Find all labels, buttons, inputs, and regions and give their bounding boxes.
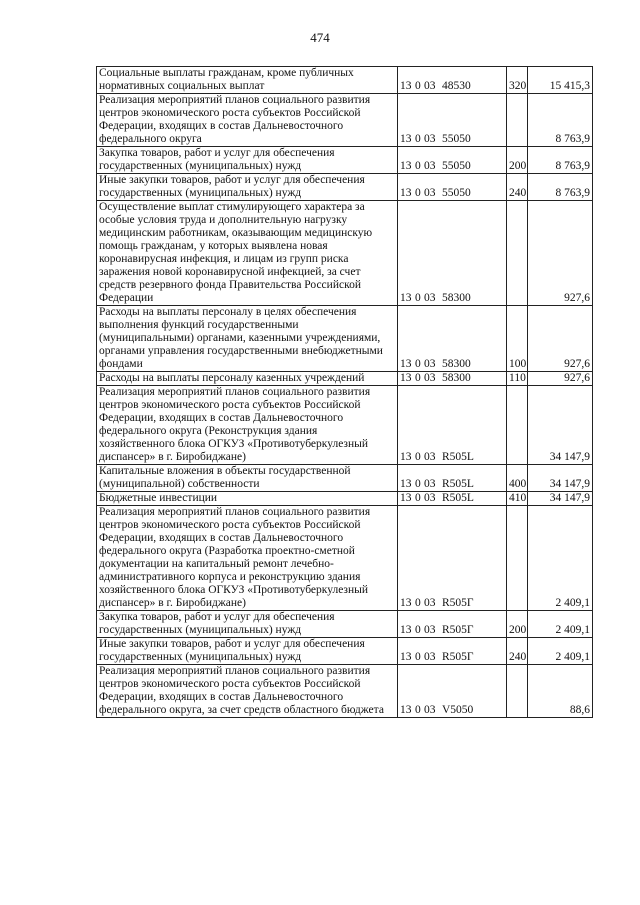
row-sum-cell: 15 415,3 <box>528 67 593 94</box>
code-part: 03 <box>424 80 436 92</box>
row-code-cell <box>398 306 507 372</box>
code-part: 0 <box>415 187 421 199</box>
code-part: 13 <box>400 492 412 504</box>
row-vr-cell: 400 <box>507 465 528 492</box>
code-part: 03 <box>424 187 436 199</box>
row-code-cell <box>398 174 507 201</box>
row-sum-cell: 8 763,9 <box>528 147 593 174</box>
row-sum-cell: 34 147,9 <box>528 465 593 492</box>
row-name-cell: Закупка товаров, работ и услуг для обеспечения государственных (муниципальных) нужд <box>97 611 398 638</box>
row-name-cell: Реализация мероприятий планов социального развития центров экономического роста субъектов Российской Федерации, входящих в состав Дальневосточного федерального округа <box>97 94 398 147</box>
code-part: R505Г <box>442 651 474 663</box>
table-row <box>97 611 593 638</box>
row-vr-cell <box>507 506 528 611</box>
code-part: 0 <box>415 624 421 636</box>
code-part: R505L <box>442 451 474 463</box>
row-code-cell <box>398 506 507 611</box>
budget-table <box>96 66 593 718</box>
code-part: 03 <box>424 451 436 463</box>
code-part: 0 <box>415 451 421 463</box>
code-part: 13 <box>400 704 412 716</box>
code-part: R505Г <box>442 597 474 609</box>
code-part: V5050 <box>442 704 474 716</box>
row-sum-cell: 2 409,1 <box>528 611 593 638</box>
row-vr-cell: 320 <box>507 67 528 94</box>
row-code-cell <box>398 147 507 174</box>
code-part: 03 <box>424 160 436 172</box>
code-part: 13 <box>400 451 412 463</box>
table-row <box>97 492 593 506</box>
code-part: R505Г <box>442 624 474 636</box>
row-sum-cell: 927,6 <box>528 306 593 372</box>
page-number: 474 <box>310 30 330 45</box>
row-sum-cell: 34 147,9 <box>528 386 593 465</box>
code-part: 03 <box>424 704 436 716</box>
code-part: 0 <box>415 704 421 716</box>
row-code-cell <box>398 638 507 665</box>
row-name-cell: Расходы на выплаты персоналу казенных учреждений <box>97 372 398 386</box>
table-row <box>97 174 593 201</box>
row-code-cell <box>398 201 507 306</box>
code-part: 0 <box>415 160 421 172</box>
row-vr-cell: 410 <box>507 492 528 506</box>
code-part: 13 <box>400 358 412 370</box>
row-code-cell <box>398 665 507 718</box>
code-part: 0 <box>415 80 421 92</box>
code-part: 48530 <box>442 80 471 92</box>
row-vr-cell: 110 <box>507 372 528 386</box>
row-name-cell: Бюджетные инвестиции <box>97 492 398 506</box>
code-part: 13 <box>400 478 412 490</box>
row-code-cell <box>398 67 507 94</box>
code-part: 0 <box>415 372 421 384</box>
row-name-cell: Иные закупки товаров, работ и услуг для обеспечения государственных (муниципальных) нужд <box>97 174 398 201</box>
row-vr-cell: 200 <box>507 611 528 638</box>
code-part: 58300 <box>442 358 471 370</box>
row-vr-cell: 200 <box>507 147 528 174</box>
row-vr-cell: 240 <box>507 638 528 665</box>
row-code-cell <box>398 465 507 492</box>
row-name-cell: Реализация мероприятий планов социального развития центров экономического роста субъектов Российской Федерации, входящих в состав Дальневосточного федерального округа, за счет средств областного бюджета <box>97 665 398 718</box>
code-part: 13 <box>400 372 412 384</box>
code-part: 0 <box>415 478 421 490</box>
code-part: 0 <box>415 597 421 609</box>
table-row <box>97 201 593 306</box>
code-part: 13 <box>400 160 412 172</box>
table-row <box>97 372 593 386</box>
row-name-cell: Иные закупки товаров, работ и услуг для обеспечения государственных (муниципальных) нужд <box>97 638 398 665</box>
row-sum-cell: 8 763,9 <box>528 174 593 201</box>
row-sum-cell: 927,6 <box>528 372 593 386</box>
row-sum-cell: 2 409,1 <box>528 638 593 665</box>
row-sum-cell: 927,6 <box>528 201 593 306</box>
table-row <box>97 506 593 611</box>
row-vr-cell <box>507 201 528 306</box>
row-sum-cell: 8 763,9 <box>528 94 593 147</box>
code-part: 03 <box>424 492 436 504</box>
code-part: 13 <box>400 624 412 636</box>
code-part: 13 <box>400 187 412 199</box>
code-part: 58300 <box>442 372 471 384</box>
code-part: 03 <box>424 597 436 609</box>
row-vr-cell <box>507 665 528 718</box>
row-sum-cell: 88,6 <box>528 665 593 718</box>
table-row <box>97 306 593 372</box>
code-part: 55050 <box>442 187 471 199</box>
code-part: 13 <box>400 651 412 663</box>
budget-table-body <box>97 67 593 718</box>
code-part: 55050 <box>442 160 471 172</box>
row-code-cell <box>398 386 507 465</box>
code-part: R505L <box>442 492 474 504</box>
row-name-cell: Реализация мероприятий планов социального развития центров экономического роста субъектов Российской Федерации, входящих в состав Дальневосточного федерального округа (Разработка проектно-сметной документации на капитальный ремонт лечебно-административного корпуса и реконструкцию здания хозяйственного блока ОГКУЗ «Противотуберкулезный диспансер» в г. Биробиджане) <box>97 506 398 611</box>
code-part: 03 <box>424 133 436 145</box>
code-part: 13 <box>400 133 412 145</box>
code-part: 03 <box>424 624 436 636</box>
row-name-cell: Расходы на выплаты персоналу в целях обеспечения выполнения функций государственными (муниципальными) органами, казенными учреждениями, органами управления государственными внебюджетными фондами <box>97 306 398 372</box>
code-part: 03 <box>424 478 436 490</box>
code-part: 58300 <box>442 292 471 304</box>
row-name-cell: Социальные выплаты гражданам, кроме публичных нормативных социальных выплат <box>97 67 398 94</box>
row-code-cell <box>398 611 507 638</box>
table-row <box>97 465 593 492</box>
table-row <box>97 147 593 174</box>
row-name-cell: Реализация мероприятий планов социального развития центров экономического роста субъектов Российской Федерации, входящих в состав Дальневосточного федерального округа (Реконструкция здания хозяйственного блока ОГКУЗ «Противотуберкулезный диспансер» в г. Биробиджане) <box>97 386 398 465</box>
row-vr-cell: 240 <box>507 174 528 201</box>
table-row <box>97 94 593 147</box>
row-code-cell <box>398 492 507 506</box>
table-row <box>97 386 593 465</box>
code-part: 0 <box>415 358 421 370</box>
code-part: 0 <box>415 292 421 304</box>
code-part: R505L <box>442 478 474 490</box>
code-part: 0 <box>415 492 421 504</box>
row-code-cell <box>398 372 507 386</box>
row-vr-cell: 100 <box>507 306 528 372</box>
row-name-cell: Осуществление выплат стимулирующего характера за особые условия труда и дополнительную нагрузку медицинским работникам, оказывающим медицинскую помощь гражданам, у которых выявлена новая коронавирусная инфекция, и лицам из групп риска заражения новой коронавирусной инфекцией, за счет средств резервного фонда Правительства Российской Федерации <box>97 201 398 306</box>
row-sum-cell: 2 409,1 <box>528 506 593 611</box>
code-part: 03 <box>424 292 436 304</box>
row-sum-cell: 34 147,9 <box>528 492 593 506</box>
table-row <box>97 665 593 718</box>
code-part: 03 <box>424 651 436 663</box>
code-part: 55050 <box>442 133 471 145</box>
code-part: 03 <box>424 372 436 384</box>
row-vr-cell <box>507 386 528 465</box>
table-row <box>97 67 593 94</box>
table-row <box>97 638 593 665</box>
code-part: 13 <box>400 80 412 92</box>
code-part: 13 <box>400 597 412 609</box>
code-part: 0 <box>415 133 421 145</box>
code-part: 0 <box>415 651 421 663</box>
row-name-cell: Капитальные вложения в объекты государственной (муниципальной) собственности <box>97 465 398 492</box>
code-part: 13 <box>400 292 412 304</box>
row-name-cell: Закупка товаров, работ и услуг для обеспечения государственных (муниципальных) нужд <box>97 147 398 174</box>
row-code-cell <box>398 94 507 147</box>
code-part: 03 <box>424 358 436 370</box>
row-vr-cell <box>507 94 528 147</box>
